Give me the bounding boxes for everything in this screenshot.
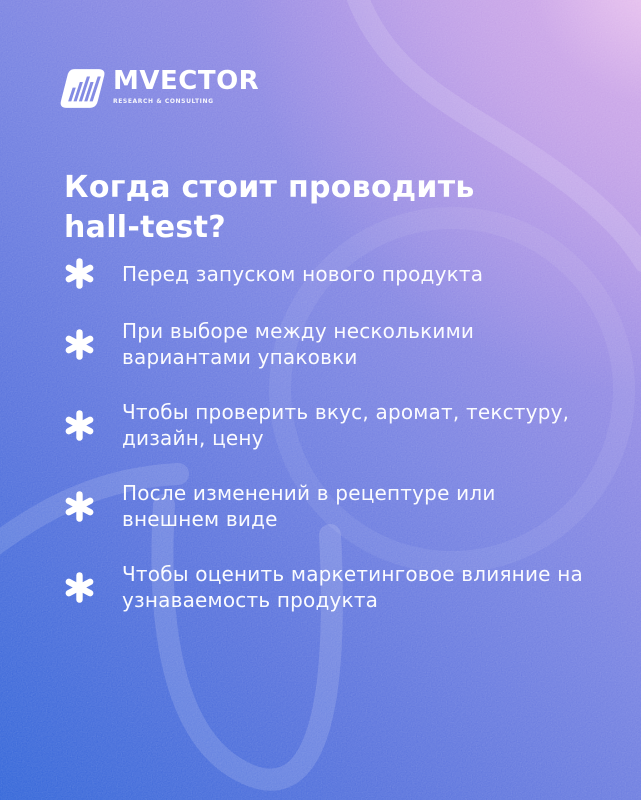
list-item — [64, 399, 625, 451]
list-item-line: вариантами упаковки — [122, 345, 358, 369]
list-item — [64, 480, 625, 532]
asterisk-bullet-icon — [64, 329, 122, 360]
list-item-text — [122, 399, 569, 451]
list-item-line: Чтобы оценить маркетинговое влияние на — [122, 562, 583, 586]
list-item-line: После изменений в рецептуре или — [122, 481, 496, 505]
page-title-line-2: hall-test? — [64, 210, 226, 246]
asterisk-bullet-icon — [64, 410, 122, 441]
list-item — [64, 561, 625, 613]
mvector-logo-icon — [58, 66, 106, 111]
list-item-line: При выборе между несколькими — [122, 319, 475, 343]
page-title-line-1: Когда стоит проводить — [64, 170, 475, 206]
asterisk-bullet-icon — [64, 572, 122, 603]
hall-test-use-cases-list — [64, 258, 625, 613]
asterisk-bullet-icon — [64, 258, 122, 289]
list-item-line: внешнем виде — [122, 507, 278, 531]
list-item-line: узнаваемость продукта — [122, 588, 379, 612]
page-title — [64, 168, 475, 248]
list-item-line: Чтобы проверить вкус, аромат, текстуру, — [122, 400, 570, 424]
brand-logo — [58, 66, 259, 111]
list-item — [64, 318, 625, 370]
list-item-text — [122, 480, 496, 532]
list-item-text — [122, 561, 583, 613]
brand-tagline: RESEARCH & CONSULTING — [113, 98, 214, 105]
asterisk-bullet-icon — [64, 491, 122, 522]
list-item-line: Перед запуском нового продукта — [122, 261, 484, 286]
brand-wordmark: MVECTOR — [113, 66, 260, 96]
brand-logo-text — [113, 68, 259, 105]
list-item-text — [122, 261, 483, 287]
list-item-text — [122, 318, 474, 370]
list-item — [64, 258, 625, 289]
list-item-line: дизайн, цену — [122, 426, 264, 450]
